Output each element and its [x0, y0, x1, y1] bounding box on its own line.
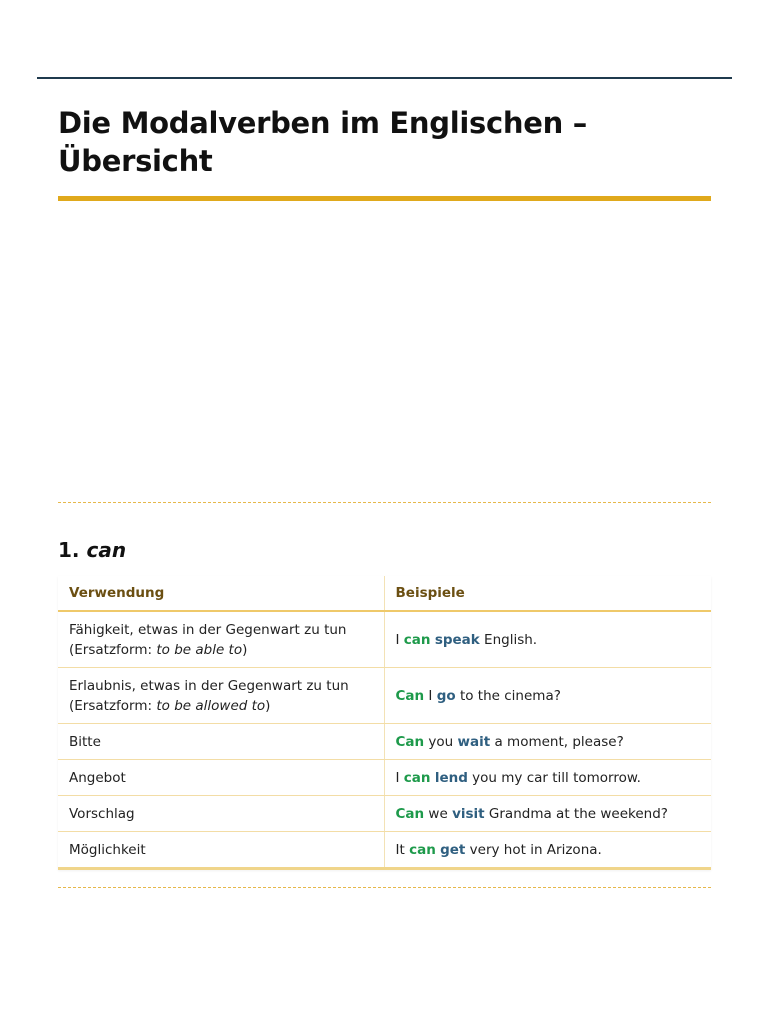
top-divider — [37, 77, 732, 79]
modal-usage-table-wrapper — [58, 576, 711, 870]
usage-text: Erlaubnis, etwas in der Gegenwart zu tun — [69, 677, 349, 694]
usage-note-alternative-form: to be allowed to — [156, 697, 266, 714]
main-verb-highlight: go — [436, 687, 456, 704]
modal-verb-highlight: can — [403, 631, 431, 648]
main-verb-highlight: wait — [457, 733, 491, 750]
example-cell — [384, 796, 711, 832]
usage-cell — [58, 668, 384, 724]
main-verb-highlight: speak — [434, 631, 480, 648]
example-cell — [384, 611, 711, 668]
section-heading — [58, 536, 126, 564]
modal-verb-highlight: Can — [395, 805, 425, 822]
usage-text: Bitte — [69, 733, 101, 750]
example-text: you — [424, 733, 458, 750]
example-text: English. — [479, 631, 538, 648]
usage-text: Möglichkeit — [69, 841, 146, 858]
example-text: to the cinema? — [455, 687, 561, 704]
modal-usage-table — [58, 576, 711, 867]
example-text: you my car till tomorrow. — [467, 769, 641, 786]
example-text: It — [395, 841, 410, 858]
example-text: I — [424, 687, 437, 704]
example-text: I — [395, 631, 404, 648]
table-header-row — [58, 576, 711, 611]
page-title: Die Modalverben im Englischen – Übersicht — [58, 106, 587, 178]
usage-note-alternative-form: to be able to — [156, 641, 243, 658]
section-verb: can — [86, 538, 127, 562]
main-verb-highlight: get — [440, 841, 466, 858]
example-text: very hot in Arizona. — [465, 841, 602, 858]
example-text: we — [424, 805, 453, 822]
usage-text: Fähigkeit, etwas in der Gegenwart zu tun — [69, 621, 347, 638]
table-row — [58, 724, 711, 760]
modal-verb-highlight: Can — [395, 733, 425, 750]
usage-cell — [58, 760, 384, 796]
usage-note-suffix: ) — [242, 641, 248, 658]
usage-cell — [58, 832, 384, 868]
usage-text: Angebot — [69, 769, 126, 786]
example-cell — [384, 724, 711, 760]
example-cell — [384, 832, 711, 868]
table-row — [58, 796, 711, 832]
section-divider-bottom — [58, 887, 711, 888]
example-cell — [384, 760, 711, 796]
usage-note-prefix: (Ersatzform: — [69, 641, 157, 658]
usage-note-suffix: ) — [265, 697, 271, 714]
table-row — [58, 611, 711, 668]
table-body — [58, 611, 711, 867]
main-verb-highlight: visit — [452, 805, 485, 822]
usage-note-prefix: (Ersatzform: — [69, 697, 157, 714]
column-header-usage: Verwendung — [58, 576, 384, 611]
table-row — [58, 668, 711, 724]
example-text: Grandma at the weekend? — [484, 805, 668, 822]
main-verb-highlight: lend — [434, 769, 468, 786]
example-text: a moment, please? — [490, 733, 624, 750]
modal-verb-highlight: can — [403, 769, 431, 786]
usage-cell — [58, 796, 384, 832]
table-row — [58, 832, 711, 868]
example-text: I — [395, 769, 404, 786]
section-number: 1. — [58, 538, 80, 562]
usage-text: Vorschlag — [69, 805, 135, 822]
section-divider-top — [58, 502, 711, 503]
usage-cell — [58, 611, 384, 668]
table-row — [58, 760, 711, 796]
modal-verb-highlight: Can — [395, 687, 425, 704]
title-underline — [58, 196, 711, 201]
column-header-examples: Beispiele — [384, 576, 711, 611]
modal-verb-highlight: can — [409, 841, 436, 858]
usage-cell — [58, 724, 384, 760]
example-cell — [384, 668, 711, 724]
